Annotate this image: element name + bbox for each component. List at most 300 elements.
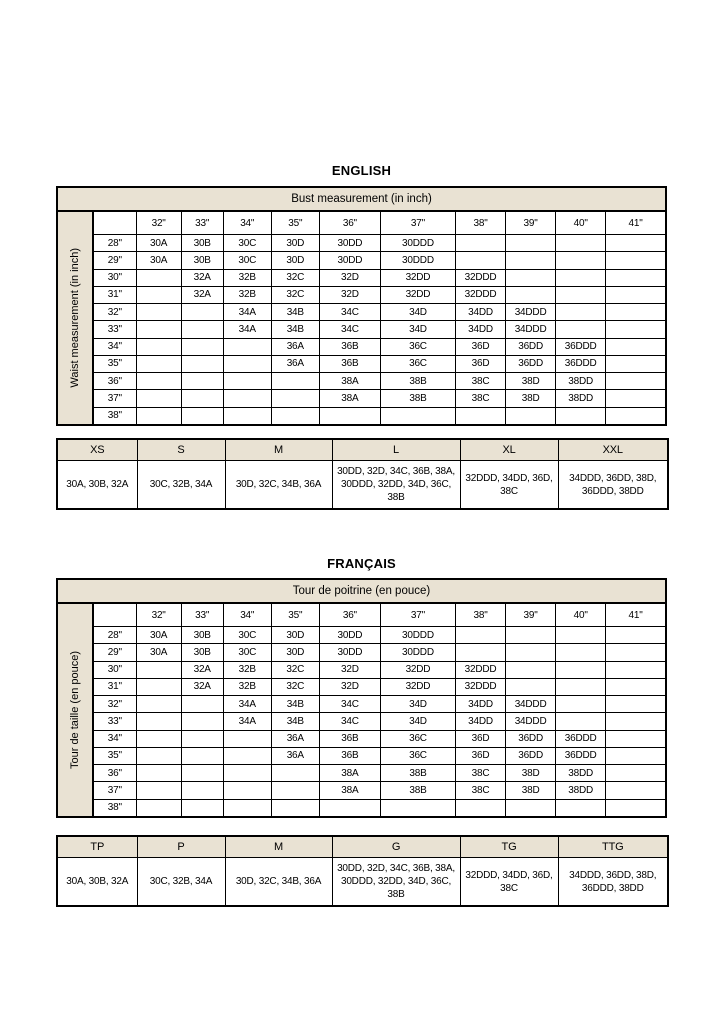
bra-size-cell: 36B bbox=[319, 730, 380, 747]
bra-size-cell bbox=[556, 321, 606, 338]
bra-size-cell bbox=[556, 678, 606, 695]
bra-size-cell: 32B bbox=[223, 678, 271, 695]
bra-size-cell: 32C bbox=[271, 286, 319, 303]
bra-size-cell bbox=[223, 730, 271, 747]
bra-size-cell: 32A bbox=[181, 661, 223, 678]
size-label-header: M bbox=[225, 439, 332, 461]
bra-size-cell bbox=[271, 799, 319, 817]
bra-size-cell: 36DDD bbox=[556, 355, 606, 372]
bra-size-cell: 34A bbox=[223, 321, 271, 338]
bra-size-cell bbox=[506, 269, 556, 286]
bra-size-cell bbox=[136, 713, 181, 730]
bra-size-cell: 36DD bbox=[506, 355, 556, 372]
bra-size-cell: 34DDD bbox=[506, 696, 556, 713]
waist-row-label: 29" bbox=[93, 252, 136, 269]
bust-col-header: 34" bbox=[223, 603, 271, 627]
bra-size-cell: 32A bbox=[181, 286, 223, 303]
bra-size-cell bbox=[223, 747, 271, 764]
bra-size-cell: 34DDD bbox=[506, 304, 556, 321]
bra-size-cell bbox=[271, 765, 319, 782]
bra-size-cell bbox=[556, 799, 606, 817]
bra-size-cell bbox=[181, 730, 223, 747]
bra-size-cell bbox=[136, 730, 181, 747]
waist-row-label: 28" bbox=[93, 627, 136, 644]
bust-band-header: Tour de poitrine (en pouce) bbox=[57, 579, 666, 603]
bra-size-cell bbox=[606, 627, 666, 644]
bra-size-cell: 30B bbox=[181, 644, 223, 661]
bust-col-header: 36" bbox=[319, 211, 380, 235]
size-group-values: 30A, 30B, 32A bbox=[57, 461, 137, 510]
bust-col-header: 38" bbox=[456, 211, 506, 235]
bra-size-cell: 32DDD bbox=[456, 678, 506, 695]
bra-size-cell: 38D bbox=[506, 390, 556, 407]
size-group-values: 32DDD, 34DD, 36D, 38C bbox=[460, 858, 558, 907]
bust-col-header: 35" bbox=[271, 603, 319, 627]
bra-size-cell bbox=[556, 696, 606, 713]
bust-col-header: 32" bbox=[136, 603, 181, 627]
bra-size-cell bbox=[456, 235, 506, 252]
bust-waist-matrix-french bbox=[56, 578, 667, 818]
bra-size-cell: 34A bbox=[223, 304, 271, 321]
bra-size-cell bbox=[606, 235, 666, 252]
bra-size-cell: 30A bbox=[136, 252, 181, 269]
bra-size-cell bbox=[506, 286, 556, 303]
bra-size-cell bbox=[556, 304, 606, 321]
bra-size-cell: 30DD bbox=[319, 235, 380, 252]
bra-size-cell bbox=[271, 782, 319, 799]
bra-size-cell: 34D bbox=[380, 696, 455, 713]
bra-size-cell bbox=[606, 269, 666, 286]
bust-col-header: 37" bbox=[380, 603, 455, 627]
bra-size-cell: 32DD bbox=[380, 661, 455, 678]
bra-size-cell: 32DD bbox=[380, 286, 455, 303]
bust-col-header: 40" bbox=[556, 211, 606, 235]
bra-size-cell: 30B bbox=[181, 235, 223, 252]
bust-col-header: 33" bbox=[181, 211, 223, 235]
bra-size-cell: 30D bbox=[271, 252, 319, 269]
bra-size-cell bbox=[271, 390, 319, 407]
size-summary-english bbox=[56, 438, 669, 510]
bra-size-cell bbox=[136, 765, 181, 782]
size-label-header: P bbox=[137, 836, 225, 858]
bra-size-cell bbox=[506, 235, 556, 252]
section-heading-english: ENGLISH bbox=[331, 163, 392, 178]
bra-size-cell: 36DD bbox=[506, 747, 556, 764]
bra-size-cell bbox=[556, 713, 606, 730]
bra-size-cell bbox=[319, 799, 380, 817]
bra-size-cell: 34DDD bbox=[506, 713, 556, 730]
bra-size-cell: 36D bbox=[456, 747, 506, 764]
bra-size-cell bbox=[606, 252, 666, 269]
bra-size-cell: 38C bbox=[456, 765, 506, 782]
bra-size-cell: 32B bbox=[223, 269, 271, 286]
bra-size-cell bbox=[606, 782, 666, 799]
bra-size-cell: 38A bbox=[319, 782, 380, 799]
waist-row-label: 28" bbox=[93, 235, 136, 252]
waist-side-label-text: Tour de taille (en pouce) bbox=[69, 650, 82, 769]
bra-size-cell bbox=[380, 407, 455, 425]
waist-row-label: 35" bbox=[93, 355, 136, 372]
bust-col-header: 36" bbox=[319, 603, 380, 627]
bra-size-cell: 38C bbox=[456, 390, 506, 407]
bra-size-cell: 34C bbox=[319, 696, 380, 713]
bra-size-cell: 36B bbox=[319, 747, 380, 764]
bra-size-cell: 34DD bbox=[456, 696, 506, 713]
bra-size-cell: 36C bbox=[380, 747, 455, 764]
bra-size-cell bbox=[136, 799, 181, 817]
bra-size-cell: 30DDD bbox=[380, 627, 455, 644]
size-group-values: 30A, 30B, 32A bbox=[57, 858, 137, 907]
bra-size-cell bbox=[136, 696, 181, 713]
bra-size-cell bbox=[181, 321, 223, 338]
bra-size-cell bbox=[606, 799, 666, 817]
size-label-header: L bbox=[332, 439, 460, 461]
waist-side-label-text: Waist measurement (in inch) bbox=[69, 248, 82, 388]
bra-size-cell: 30DDD bbox=[380, 644, 455, 661]
bra-size-cell bbox=[606, 355, 666, 372]
bra-size-cell bbox=[606, 730, 666, 747]
bra-size-cell: 34DD bbox=[456, 321, 506, 338]
bra-size-cell bbox=[136, 390, 181, 407]
bra-size-cell: 32C bbox=[271, 661, 319, 678]
bust-col-header: 35" bbox=[271, 211, 319, 235]
bra-size-cell bbox=[606, 713, 666, 730]
size-summary-french bbox=[56, 835, 669, 907]
bra-size-cell: 38B bbox=[380, 765, 455, 782]
bra-size-cell: 30DD bbox=[319, 627, 380, 644]
size-label-header: TG bbox=[460, 836, 558, 858]
bra-size-cell: 36D bbox=[456, 338, 506, 355]
size-group-values: 30DD, 32D, 34C, 36B, 38A, 30DDD, 32DD, 34D, 36C, 38B bbox=[332, 858, 460, 907]
bra-size-cell bbox=[506, 799, 556, 817]
size-label-header: XS bbox=[57, 439, 137, 461]
bra-size-cell: 32D bbox=[319, 286, 380, 303]
corner-cell bbox=[93, 603, 136, 627]
size-label-header: S bbox=[137, 439, 225, 461]
bra-size-cell bbox=[136, 678, 181, 695]
waist-row-label: 30" bbox=[93, 269, 136, 286]
bra-size-cell: 32B bbox=[223, 661, 271, 678]
waist-row-label: 38" bbox=[93, 799, 136, 817]
size-group-values: 30C, 32B, 34A bbox=[137, 858, 225, 907]
bra-size-cell: 38D bbox=[506, 782, 556, 799]
bra-size-cell: 32DD bbox=[380, 678, 455, 695]
bust-col-header: 39" bbox=[506, 211, 556, 235]
bra-size-cell: 30D bbox=[271, 235, 319, 252]
bra-size-cell bbox=[136, 661, 181, 678]
bra-size-cell: 36D bbox=[456, 730, 506, 747]
waist-row-label: 31" bbox=[93, 286, 136, 303]
bra-size-cell bbox=[223, 390, 271, 407]
waist-side-label bbox=[57, 603, 93, 817]
bra-size-cell bbox=[136, 269, 181, 286]
waist-row-label: 33" bbox=[93, 321, 136, 338]
bra-size-cell bbox=[181, 390, 223, 407]
bra-size-cell: 34C bbox=[319, 321, 380, 338]
bra-size-cell: 30C bbox=[223, 627, 271, 644]
bra-size-cell bbox=[506, 644, 556, 661]
bra-size-cell: 30B bbox=[181, 627, 223, 644]
bra-size-cell: 34B bbox=[271, 321, 319, 338]
bra-size-cell: 32D bbox=[319, 661, 380, 678]
bra-size-cell: 38DD bbox=[556, 765, 606, 782]
bra-size-cell bbox=[271, 407, 319, 425]
bra-size-cell: 36A bbox=[271, 355, 319, 372]
bra-size-cell bbox=[136, 355, 181, 372]
bra-size-cell: 32A bbox=[181, 678, 223, 695]
bra-size-cell bbox=[136, 338, 181, 355]
section-heading-french: FRANÇAIS bbox=[327, 556, 396, 571]
bra-size-cell: 36A bbox=[271, 747, 319, 764]
bra-size-cell: 32D bbox=[319, 678, 380, 695]
waist-row-label: 37" bbox=[93, 390, 136, 407]
waist-side-label bbox=[57, 211, 93, 425]
bra-size-cell: 36DDD bbox=[556, 338, 606, 355]
bra-size-cell: 30A bbox=[136, 235, 181, 252]
size-label-header: M bbox=[225, 836, 332, 858]
size-group-values: 34DDD, 36DD, 38D, 36DDD, 38DD bbox=[558, 858, 668, 907]
bra-size-cell bbox=[181, 355, 223, 372]
bra-size-cell: 36DD bbox=[506, 338, 556, 355]
bra-size-cell bbox=[606, 321, 666, 338]
bra-size-cell: 30C bbox=[223, 252, 271, 269]
bust-col-header: 33" bbox=[181, 603, 223, 627]
bra-size-cell: 36D bbox=[456, 355, 506, 372]
bra-size-cell bbox=[606, 304, 666, 321]
bra-size-cell: 38D bbox=[506, 373, 556, 390]
bra-size-cell: 34A bbox=[223, 696, 271, 713]
bust-col-header: 40" bbox=[556, 603, 606, 627]
bra-size-cell: 36C bbox=[380, 338, 455, 355]
bra-size-cell bbox=[181, 407, 223, 425]
bra-size-cell bbox=[456, 799, 506, 817]
waist-row-label: 30" bbox=[93, 661, 136, 678]
bra-size-cell bbox=[606, 390, 666, 407]
bra-size-cell: 36A bbox=[271, 338, 319, 355]
bra-size-cell: 36C bbox=[380, 730, 455, 747]
bra-size-cell: 30DDD bbox=[380, 235, 455, 252]
bra-size-cell: 38DD bbox=[556, 782, 606, 799]
bra-size-cell bbox=[556, 627, 606, 644]
bra-size-cell: 38A bbox=[319, 390, 380, 407]
bra-size-cell bbox=[223, 799, 271, 817]
bra-size-cell: 32DD bbox=[380, 269, 455, 286]
bra-size-cell: 36DDD bbox=[556, 730, 606, 747]
bra-size-cell bbox=[506, 252, 556, 269]
bra-size-cell bbox=[606, 644, 666, 661]
bra-size-cell: 30C bbox=[223, 644, 271, 661]
bra-size-cell: 30D bbox=[271, 644, 319, 661]
bra-size-cell bbox=[556, 269, 606, 286]
bra-size-cell: 38DD bbox=[556, 390, 606, 407]
bra-size-cell: 38B bbox=[380, 373, 455, 390]
bra-size-cell bbox=[556, 661, 606, 678]
bra-size-cell: 36DD bbox=[506, 730, 556, 747]
waist-row-label: 37" bbox=[93, 782, 136, 799]
bra-size-cell: 38D bbox=[506, 765, 556, 782]
waist-row-label: 29" bbox=[93, 644, 136, 661]
bra-size-cell: 34D bbox=[380, 713, 455, 730]
bra-size-cell bbox=[136, 782, 181, 799]
size-label-header: XL bbox=[460, 439, 558, 461]
bra-size-cell: 36C bbox=[380, 355, 455, 372]
size-group-values: 30D, 32C, 34B, 36A bbox=[225, 461, 332, 510]
bra-size-cell bbox=[223, 355, 271, 372]
waist-row-label: 32" bbox=[93, 696, 136, 713]
bra-size-cell bbox=[606, 373, 666, 390]
bra-size-cell: 30A bbox=[136, 644, 181, 661]
bra-size-cell bbox=[223, 407, 271, 425]
bra-size-cell: 34D bbox=[380, 321, 455, 338]
bra-size-cell bbox=[556, 235, 606, 252]
bra-size-cell bbox=[181, 782, 223, 799]
bust-band-header: Bust measurement (in inch) bbox=[57, 187, 666, 211]
bra-size-cell bbox=[181, 713, 223, 730]
bra-size-cell bbox=[136, 747, 181, 764]
waist-row-label: 36" bbox=[93, 373, 136, 390]
bra-size-cell: 30B bbox=[181, 252, 223, 269]
bra-size-cell bbox=[319, 407, 380, 425]
bra-size-cell bbox=[606, 407, 666, 425]
bra-size-cell: 32C bbox=[271, 678, 319, 695]
bra-size-cell: 34C bbox=[319, 304, 380, 321]
bra-size-cell bbox=[223, 373, 271, 390]
bra-size-cell bbox=[181, 304, 223, 321]
bra-size-cell bbox=[181, 747, 223, 764]
bust-col-header: 34" bbox=[223, 211, 271, 235]
bra-size-cell bbox=[456, 407, 506, 425]
waist-row-label: 35" bbox=[93, 747, 136, 764]
bra-size-cell bbox=[136, 321, 181, 338]
bra-size-cell: 36A bbox=[271, 730, 319, 747]
bra-size-cell bbox=[556, 252, 606, 269]
bust-col-header: 41" bbox=[606, 211, 666, 235]
bra-size-cell: 30D bbox=[271, 627, 319, 644]
size-group-values: 32DDD, 34DD, 36D, 38C bbox=[460, 461, 558, 510]
bra-size-cell bbox=[506, 678, 556, 695]
waist-row-label: 38" bbox=[93, 407, 136, 425]
bra-size-cell bbox=[181, 696, 223, 713]
bra-size-cell bbox=[556, 286, 606, 303]
waist-row-label: 33" bbox=[93, 713, 136, 730]
bra-size-cell bbox=[606, 286, 666, 303]
bra-size-cell: 38B bbox=[380, 390, 455, 407]
size-label-header: XXL bbox=[558, 439, 668, 461]
bra-size-cell bbox=[606, 338, 666, 355]
bra-size-cell: 38DD bbox=[556, 373, 606, 390]
bra-size-cell: 34D bbox=[380, 304, 455, 321]
bra-size-cell: 38B bbox=[380, 782, 455, 799]
waist-row-label: 36" bbox=[93, 765, 136, 782]
bust-col-header: 39" bbox=[506, 603, 556, 627]
bra-size-cell bbox=[136, 304, 181, 321]
bra-size-cell bbox=[181, 799, 223, 817]
bra-size-cell: 30DD bbox=[319, 252, 380, 269]
bra-size-cell bbox=[606, 696, 666, 713]
bra-size-cell: 34A bbox=[223, 713, 271, 730]
bra-size-cell bbox=[606, 765, 666, 782]
bra-size-cell: 34B bbox=[271, 696, 319, 713]
bra-size-cell: 38C bbox=[456, 782, 506, 799]
bra-size-cell: 34C bbox=[319, 713, 380, 730]
bra-size-cell: 32DDD bbox=[456, 286, 506, 303]
bra-size-cell bbox=[223, 782, 271, 799]
bra-size-cell bbox=[380, 799, 455, 817]
bra-size-cell: 32DDD bbox=[456, 269, 506, 286]
bra-size-cell: 32A bbox=[181, 269, 223, 286]
bra-size-cell bbox=[271, 373, 319, 390]
bra-size-cell bbox=[456, 252, 506, 269]
corner-cell bbox=[93, 211, 136, 235]
bra-size-cell: 38C bbox=[456, 373, 506, 390]
bra-size-cell bbox=[223, 765, 271, 782]
size-label-header: G bbox=[332, 836, 460, 858]
bust-col-header: 38" bbox=[456, 603, 506, 627]
bra-size-cell: 34DD bbox=[456, 304, 506, 321]
bra-size-cell bbox=[136, 373, 181, 390]
bust-col-header: 32" bbox=[136, 211, 181, 235]
bra-size-cell bbox=[606, 678, 666, 695]
size-group-values: 30DD, 32D, 34C, 36B, 38A, 30DDD, 32DD, 34D, 36C, 38B bbox=[332, 461, 460, 510]
bra-size-cell: 30C bbox=[223, 235, 271, 252]
bra-size-cell: 32DDD bbox=[456, 661, 506, 678]
size-label-header: TTG bbox=[558, 836, 668, 858]
bust-col-header: 41" bbox=[606, 603, 666, 627]
bra-size-cell bbox=[136, 286, 181, 303]
bra-size-cell bbox=[181, 338, 223, 355]
bra-size-cell: 30DD bbox=[319, 644, 380, 661]
bra-size-cell: 36DDD bbox=[556, 747, 606, 764]
bra-size-cell bbox=[506, 661, 556, 678]
bra-size-cell: 34B bbox=[271, 713, 319, 730]
bra-size-cell bbox=[223, 338, 271, 355]
bra-size-cell: 32B bbox=[223, 286, 271, 303]
bra-size-cell bbox=[606, 747, 666, 764]
bra-size-cell: 38A bbox=[319, 765, 380, 782]
bra-size-cell bbox=[556, 407, 606, 425]
bra-size-cell: 34DDD bbox=[506, 321, 556, 338]
size-label-header: TP bbox=[57, 836, 137, 858]
bra-size-cell bbox=[181, 373, 223, 390]
bra-size-cell: 30A bbox=[136, 627, 181, 644]
bra-size-cell: 32C bbox=[271, 269, 319, 286]
waist-row-label: 31" bbox=[93, 678, 136, 695]
waist-row-label: 34" bbox=[93, 338, 136, 355]
bra-size-cell: 32D bbox=[319, 269, 380, 286]
bra-size-cell: 34B bbox=[271, 304, 319, 321]
bra-size-cell bbox=[506, 407, 556, 425]
bust-col-header: 37" bbox=[380, 211, 455, 235]
size-group-values: 30C, 32B, 34A bbox=[137, 461, 225, 510]
waist-row-label: 32" bbox=[93, 304, 136, 321]
bra-size-cell bbox=[456, 627, 506, 644]
size-group-values: 30D, 32C, 34B, 36A bbox=[225, 858, 332, 907]
bra-size-cell: 34DD bbox=[456, 713, 506, 730]
bra-size-cell: 38A bbox=[319, 373, 380, 390]
bra-size-cell: 36B bbox=[319, 355, 380, 372]
bra-size-cell bbox=[556, 644, 606, 661]
bust-waist-matrix-english bbox=[56, 186, 667, 426]
bra-size-cell bbox=[181, 765, 223, 782]
waist-row-label: 34" bbox=[93, 730, 136, 747]
bra-size-cell bbox=[136, 407, 181, 425]
bra-size-cell bbox=[506, 627, 556, 644]
size-group-values: 34DDD, 36DD, 38D, 36DDD, 38DD bbox=[558, 461, 668, 510]
bra-size-cell bbox=[456, 644, 506, 661]
bra-size-cell bbox=[606, 661, 666, 678]
bra-size-cell: 30DDD bbox=[380, 252, 455, 269]
bra-size-cell: 36B bbox=[319, 338, 380, 355]
